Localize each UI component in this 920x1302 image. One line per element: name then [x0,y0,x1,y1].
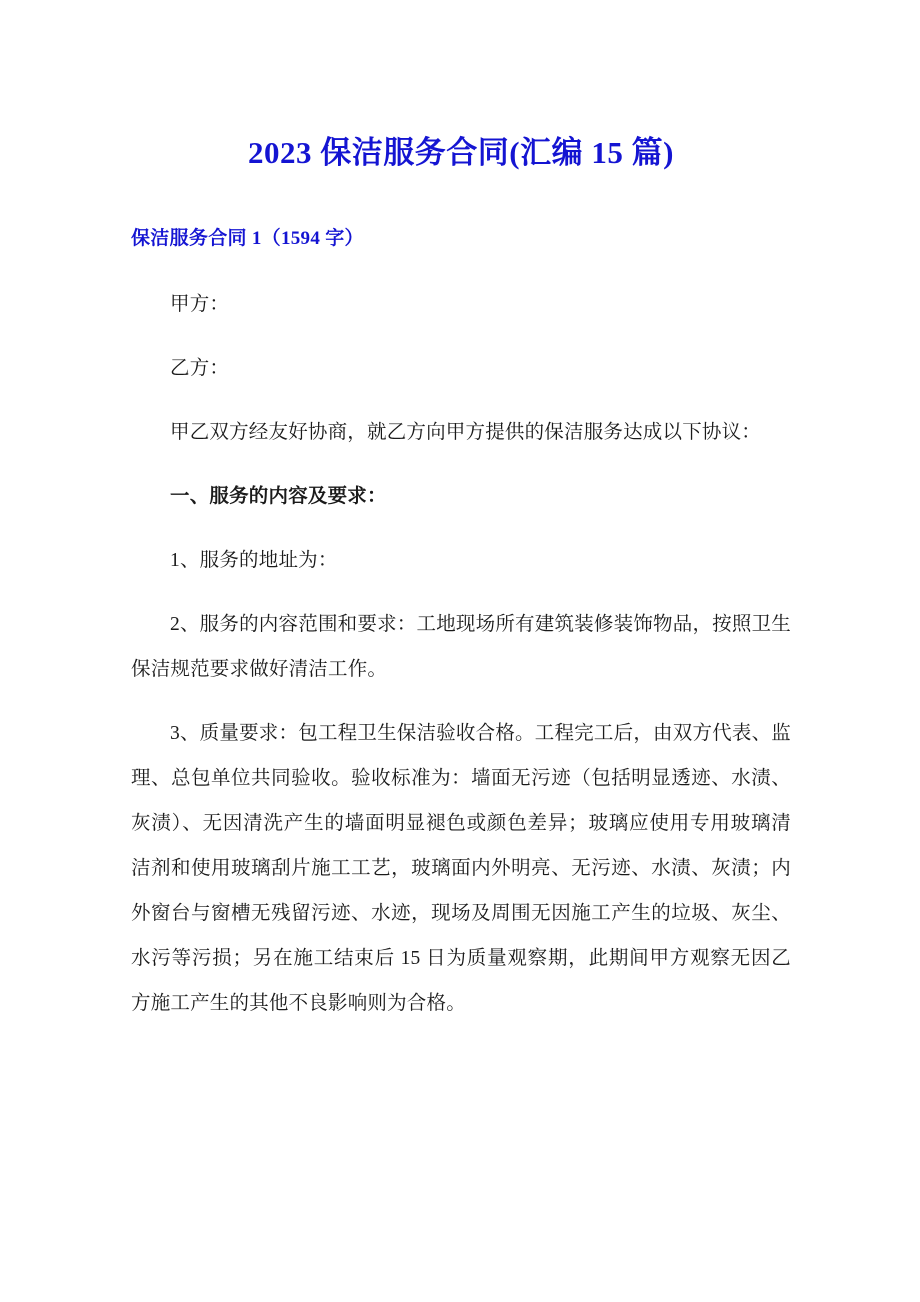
page-title: 2023 保洁服务合同(汇编 15 篇) [248,135,674,170]
paragraph-item-3: 3、质量要求：包工程卫生保洁验收合格。工程完工后，由双方代表、监理、总包单位共同验收。验收标准为：墙面无污迹（包括明显透迹、水渍、灰渍）、无因清洗产生的墙面明显褪色或颜色差异；玻璃应使用专用玻璃清洁剂和使用玻璃刮片施工工艺，玻璃面内外明亮、无污迹、水渍、灰渍；内外窗台与窗槽无残留污迹、水迹，现场及周围无因施工产生的垃圾、灰尘、水污等污损；另在施工结束后 15 日为质量观察期，此期间甲方观察无因乙方施工产生的其他不良影响则为合格。 [131,722,791,1014]
paragraph-party-a: 甲方： [170,293,230,315]
heading-section-one: 一、服务的内容及要求： [170,485,387,507]
paragraph-item-2: 2、服务的内容范围和要求：工地现场所有建筑装修装饰物品，按照卫生保洁规范要求做好清洁工作。 [131,613,791,680]
paragraph-party-b: 乙方： [170,357,230,379]
section-subheading: 保洁服务合同 1（1594 字） [131,228,364,250]
paragraph-item-1: 1、服务的地址为： [170,549,338,571]
document-content [131,0,791,1026]
paragraph-preamble: 甲乙双方经友好协商，就乙方向甲方提供的保洁服务达成以下协议： [170,421,762,443]
